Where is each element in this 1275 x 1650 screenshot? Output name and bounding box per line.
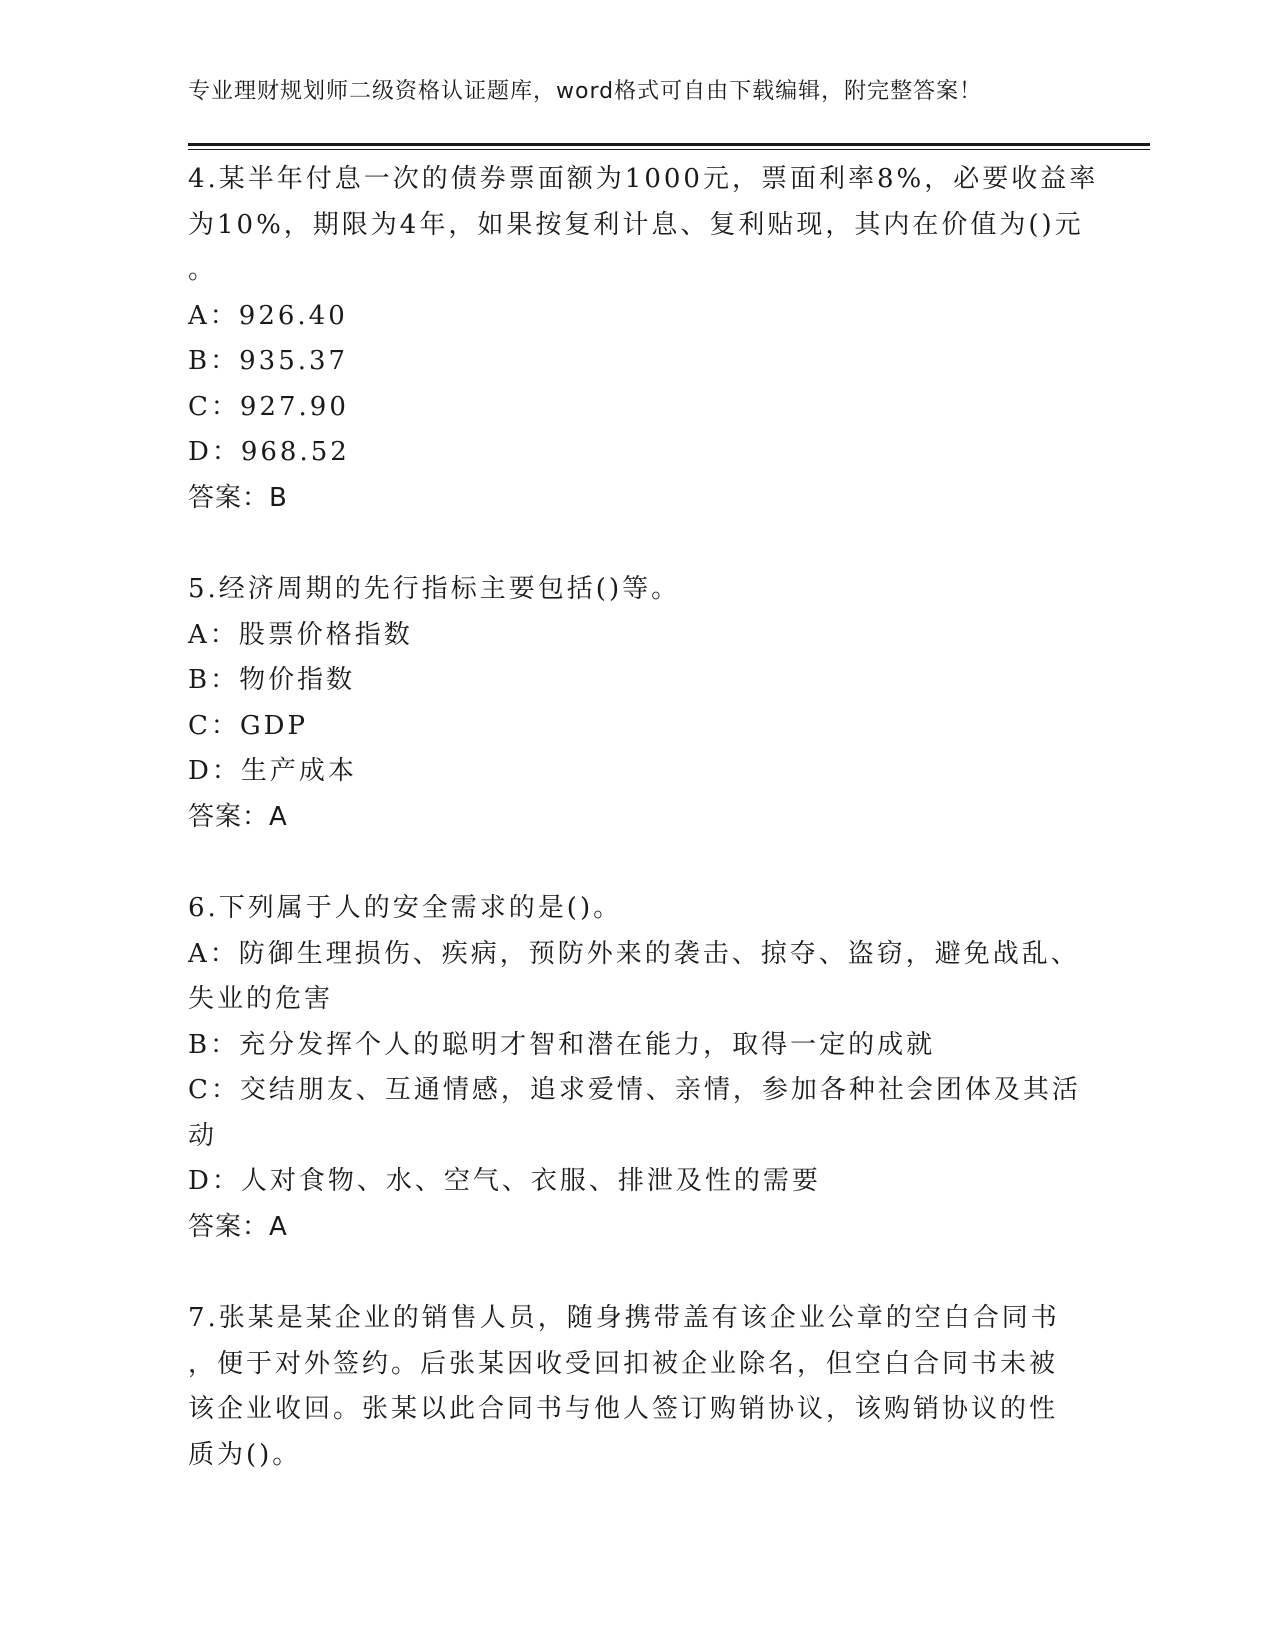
answer-line: 答案：B (188, 482, 288, 513)
question-block (188, 157, 1099, 521)
option-line: A：股票价格指数 (188, 619, 413, 650)
question-stem-line: 7.张某是某企业的销售人员，随身携带盖有该企业公章的空白合同书 (188, 1303, 1060, 1333)
option-line: C：交结朋友、互通情感，追求爱情、亲情，参加各种社会团体及其活 (188, 1075, 1081, 1105)
question-gap (188, 840, 1088, 886)
question-list (188, 157, 1099, 1478)
question-block (188, 567, 1088, 840)
header-rule-thick (188, 143, 1150, 146)
option-line: C：927.90 (188, 391, 349, 422)
question-gap (188, 1250, 1088, 1296)
option-line: A：防御生理损伤、疾病，预防外来的袭击、掠夺、盗窃，避免战乱、 (188, 938, 1080, 969)
question-block (188, 1296, 1088, 1478)
question-stem-line: 6.下列属于人的安全需求的是()。 (188, 893, 623, 923)
option-line: D：968.52 (188, 437, 350, 467)
question-stem-line: 该企业收回。张某以此合同书与他人签订购销协议，该购销协议的性 (188, 1394, 1059, 1424)
answer-line: 答案：A (188, 801, 288, 832)
option-line: B：充分发挥个人的聪明才智和潜在能力，取得一定的成就 (188, 1029, 936, 1060)
option-line: C：GDP (188, 710, 309, 741)
option-line: 动 (188, 1120, 218, 1151)
option-line: D：人对食物、水、空气、衣服、排泄及性的需要 (188, 1166, 821, 1196)
question-stem-line: 为10%，期限为4年，如果按复利计息、复利贴现，其内在价值为()元 (188, 209, 1084, 240)
question-stem-line: 。 (188, 255, 218, 285)
question-block (188, 886, 1088, 1250)
option-line: B：物价指数 (188, 665, 356, 695)
question-stem-line: ，便于对外签约。后张某因收受回扣被企业除名，但空白合同书未被 (188, 1348, 1059, 1379)
option-line: B：935.37 (188, 346, 349, 376)
option-line: 失业的危害 (188, 984, 334, 1014)
question-stem-line: 4.某半年付息一次的债券票面额为1000元，票面利率8%，必要收益率 (188, 164, 1099, 194)
option-line: D：生产成本 (188, 756, 357, 786)
option-line: A：926.40 (188, 300, 348, 331)
question-stem-line: 5.经济周期的先行指标主要包括()等。 (188, 574, 681, 604)
page-header: 专业理财规划师二级资格认证题库，word格式可自由下载编辑，附完整答案！ (188, 79, 983, 104)
answer-line: 答案：A (188, 1211, 288, 1242)
header-rule-thin (188, 149, 1150, 150)
question-gap (188, 521, 1088, 567)
question-stem-line: 质为()。 (188, 1439, 302, 1470)
